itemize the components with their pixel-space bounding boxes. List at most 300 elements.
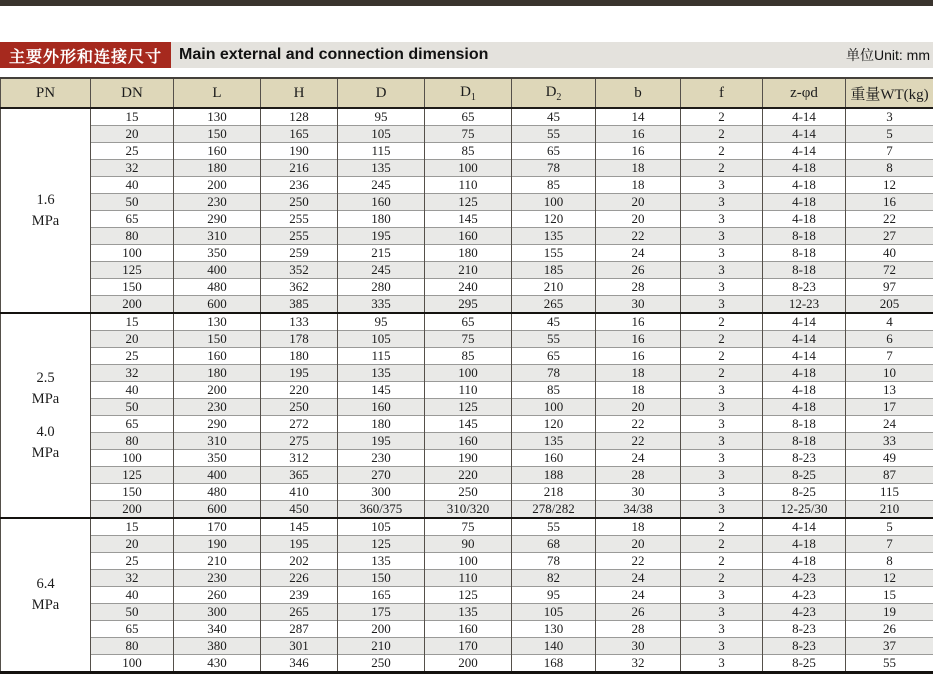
data-cell: 180: [338, 211, 425, 228]
data-cell: 10: [846, 365, 933, 382]
data-cell: 15: [91, 518, 174, 536]
data-cell: 15: [91, 108, 174, 126]
data-cell: 226: [261, 570, 338, 587]
data-cell: 20: [596, 536, 681, 553]
data-cell: 160: [425, 621, 512, 638]
data-cell: 130: [174, 313, 261, 331]
data-cell: 50: [91, 194, 174, 211]
data-cell: 135: [338, 553, 425, 570]
data-cell: 150: [91, 279, 174, 296]
data-cell: 4-18: [763, 177, 846, 194]
data-cell: 87: [846, 467, 933, 484]
data-cell: 16: [596, 348, 681, 365]
data-cell: 7: [846, 536, 933, 553]
data-cell: 385: [261, 296, 338, 314]
data-cell: 4-18: [763, 160, 846, 177]
data-cell: 4-18: [763, 211, 846, 228]
data-cell: 2: [681, 570, 763, 587]
data-cell: 160: [338, 194, 425, 211]
data-cell: 230: [338, 450, 425, 467]
data-cell: 3: [681, 638, 763, 655]
data-cell: 24: [596, 450, 681, 467]
data-cell: 33: [846, 433, 933, 450]
data-cell: 65: [425, 313, 512, 331]
data-cell: 178: [261, 331, 338, 348]
data-cell: 80: [91, 638, 174, 655]
data-cell: 6: [846, 331, 933, 348]
table-container: [0, 77, 933, 674]
data-cell: 310: [174, 433, 261, 450]
data-cell: 65: [91, 621, 174, 638]
pn-value: 1.6 MPa: [31, 191, 60, 229]
data-cell: 3: [681, 621, 763, 638]
data-cell: 250: [425, 484, 512, 501]
data-cell: 350: [174, 245, 261, 262]
table-row: [1, 296, 933, 314]
data-cell: 65: [91, 416, 174, 433]
data-cell: 310/320: [425, 501, 512, 519]
data-cell: 24: [596, 570, 681, 587]
data-cell: 2: [681, 126, 763, 143]
data-cell: 350: [174, 450, 261, 467]
data-cell: 95: [338, 108, 425, 126]
data-cell: 30: [596, 638, 681, 655]
data-cell: 190: [425, 450, 512, 467]
column-header-wt-kg: 重量WT(kg): [846, 78, 933, 108]
data-cell: 4-18: [763, 553, 846, 570]
data-cell: 80: [91, 228, 174, 245]
data-cell: 236: [261, 177, 338, 194]
data-cell: 100: [425, 160, 512, 177]
data-cell: 115: [846, 484, 933, 501]
column-header-d2: $D_2$: [512, 78, 596, 108]
data-cell: 410: [261, 484, 338, 501]
table-row: [1, 570, 933, 587]
table-row: [1, 108, 933, 126]
data-cell: 2: [681, 331, 763, 348]
top-accent-bar: [0, 0, 933, 6]
data-cell: 40: [91, 382, 174, 399]
data-cell: 5: [846, 518, 933, 536]
data-cell: 8-23: [763, 450, 846, 467]
data-cell: 100: [512, 194, 596, 211]
data-cell: 125: [338, 536, 425, 553]
data-cell: 25: [91, 143, 174, 160]
data-cell: 4-14: [763, 126, 846, 143]
data-cell: 22: [596, 433, 681, 450]
data-cell: 150: [174, 331, 261, 348]
data-cell: 100: [91, 245, 174, 262]
table-row: [1, 177, 933, 194]
table-row: [1, 638, 933, 655]
data-cell: 12-25/30: [763, 501, 846, 519]
data-cell: 3: [681, 245, 763, 262]
data-cell: 4-18: [763, 365, 846, 382]
data-cell: 25: [91, 553, 174, 570]
data-cell: 16: [596, 126, 681, 143]
data-cell: 430: [174, 655, 261, 673]
data-cell: 16: [596, 331, 681, 348]
data-cell: 230: [174, 570, 261, 587]
data-cell: 215: [338, 245, 425, 262]
data-cell: 32: [91, 160, 174, 177]
data-cell: 239: [261, 587, 338, 604]
data-cell: 180: [261, 348, 338, 365]
data-cell: 2: [681, 518, 763, 536]
table-row: [1, 467, 933, 484]
data-cell: 150: [338, 570, 425, 587]
data-cell: 8: [846, 160, 933, 177]
data-cell: 105: [338, 126, 425, 143]
data-cell: 17: [846, 399, 933, 416]
pn-group-cell: [1, 313, 91, 518]
table-row: [1, 655, 933, 673]
data-cell: 145: [425, 416, 512, 433]
data-cell: 140: [512, 638, 596, 655]
data-cell: 8-25: [763, 655, 846, 673]
data-cell: 7: [846, 143, 933, 160]
column-header-d: D: [338, 78, 425, 108]
data-cell: 4: [846, 313, 933, 331]
table-header: [1, 78, 933, 108]
data-cell: 80: [91, 433, 174, 450]
data-cell: 160: [338, 399, 425, 416]
data-cell: 4-14: [763, 518, 846, 536]
data-cell: 3: [681, 416, 763, 433]
data-cell: 82: [512, 570, 596, 587]
data-cell: 3: [681, 177, 763, 194]
data-cell: 22: [846, 211, 933, 228]
data-cell: 65: [425, 108, 512, 126]
data-cell: 210: [846, 501, 933, 519]
data-cell: 20: [91, 536, 174, 553]
data-cell: 2: [681, 536, 763, 553]
table-row: [1, 621, 933, 638]
table-row: [1, 194, 933, 211]
data-cell: 20: [91, 126, 174, 143]
data-cell: 4-23: [763, 570, 846, 587]
data-cell: 202: [261, 553, 338, 570]
data-cell: 7: [846, 348, 933, 365]
data-cell: 75: [425, 126, 512, 143]
data-cell: 210: [338, 638, 425, 655]
data-cell: 55: [512, 331, 596, 348]
data-cell: 8-18: [763, 433, 846, 450]
pn-group-cell: [1, 518, 91, 673]
table-row: [1, 348, 933, 365]
data-cell: 85: [512, 177, 596, 194]
data-cell: 250: [261, 399, 338, 416]
section-title-english: Main external and connection dimension: [179, 46, 489, 63]
data-cell: 362: [261, 279, 338, 296]
data-cell: 26: [596, 262, 681, 279]
data-cell: 85: [425, 348, 512, 365]
data-cell: 220: [261, 382, 338, 399]
data-cell: 301: [261, 638, 338, 655]
data-cell: 40: [91, 587, 174, 604]
data-cell: 55: [512, 518, 596, 536]
data-cell: 3: [681, 655, 763, 673]
data-cell: 3: [681, 296, 763, 314]
data-cell: 155: [512, 245, 596, 262]
data-cell: 12-23: [763, 296, 846, 314]
data-cell: 97: [846, 279, 933, 296]
data-cell: 75: [425, 518, 512, 536]
data-cell: 37: [846, 638, 933, 655]
data-cell: 125: [91, 262, 174, 279]
table-row: [1, 126, 933, 143]
column-header-d1: $D_1$: [425, 78, 512, 108]
data-cell: 3: [681, 604, 763, 621]
data-cell: 346: [261, 655, 338, 673]
data-cell: 365: [261, 467, 338, 484]
data-cell: 295: [425, 296, 512, 314]
data-cell: 255: [261, 211, 338, 228]
header-row: [1, 78, 933, 108]
data-cell: 290: [174, 416, 261, 433]
pn-value: 2.5 MPa: [31, 369, 60, 407]
data-cell: 280: [338, 279, 425, 296]
data-cell: 40: [91, 177, 174, 194]
data-cell: 90: [425, 536, 512, 553]
data-cell: 300: [338, 484, 425, 501]
data-cell: 290: [174, 211, 261, 228]
data-cell: 165: [338, 587, 425, 604]
data-cell: 4-14: [763, 108, 846, 126]
data-cell: 95: [512, 587, 596, 604]
table-row: [1, 518, 933, 536]
data-cell: 50: [91, 399, 174, 416]
data-cell: 28: [596, 621, 681, 638]
data-cell: 210: [512, 279, 596, 296]
data-cell: 278/282: [512, 501, 596, 519]
data-cell: 20: [596, 194, 681, 211]
data-cell: 14: [596, 108, 681, 126]
data-cell: 120: [512, 416, 596, 433]
table-row: [1, 416, 933, 433]
data-cell: 68: [512, 536, 596, 553]
data-cell: 352: [261, 262, 338, 279]
data-cell: 175: [338, 604, 425, 621]
data-cell: 45: [512, 313, 596, 331]
data-cell: 170: [174, 518, 261, 536]
data-cell: 8-18: [763, 262, 846, 279]
data-cell: 300: [174, 604, 261, 621]
data-cell: 22: [596, 553, 681, 570]
data-cell: 110: [425, 570, 512, 587]
data-cell: 18: [596, 382, 681, 399]
column-header-pn: PN: [1, 78, 91, 108]
data-cell: 145: [338, 382, 425, 399]
data-cell: 160: [174, 143, 261, 160]
data-cell: 265: [512, 296, 596, 314]
data-cell: 380: [174, 638, 261, 655]
data-cell: 4-18: [763, 194, 846, 211]
data-cell: 190: [261, 143, 338, 160]
data-cell: 160: [425, 433, 512, 450]
data-cell: 128: [261, 108, 338, 126]
table-row: [1, 365, 933, 382]
data-cell: 125: [425, 587, 512, 604]
data-cell: 20: [596, 399, 681, 416]
table-row: [1, 279, 933, 296]
data-cell: 30: [596, 296, 681, 314]
data-cell: 24: [846, 416, 933, 433]
data-cell: 32: [596, 655, 681, 673]
data-cell: 287: [261, 621, 338, 638]
pn-value: 6.4 MPa: [31, 576, 60, 613]
data-cell: 180: [174, 365, 261, 382]
data-cell: 8-23: [763, 638, 846, 655]
table-row: [1, 553, 933, 570]
data-cell: 26: [596, 604, 681, 621]
data-cell: 20: [91, 331, 174, 348]
data-cell: 133: [261, 313, 338, 331]
data-cell: 190: [174, 536, 261, 553]
data-cell: 240: [425, 279, 512, 296]
unit-label: 单位Unit: mm: [846, 47, 930, 63]
data-cell: 4-23: [763, 587, 846, 604]
data-cell: 32: [91, 570, 174, 587]
data-cell: 4-14: [763, 331, 846, 348]
data-cell: 250: [261, 194, 338, 211]
data-cell: 8-25: [763, 484, 846, 501]
data-cell: 4-18: [763, 399, 846, 416]
column-header-z-d: z-φd: [763, 78, 846, 108]
data-cell: 28: [596, 279, 681, 296]
data-cell: 3: [681, 587, 763, 604]
column-header-l: L: [174, 78, 261, 108]
data-cell: 110: [425, 177, 512, 194]
table-row: [1, 143, 933, 160]
data-cell: 200: [91, 296, 174, 314]
table-row: [1, 536, 933, 553]
pn-value: 4.0 MPa: [31, 423, 60, 461]
data-cell: 130: [174, 108, 261, 126]
data-cell: 18: [596, 177, 681, 194]
data-cell: 18: [596, 160, 681, 177]
data-cell: 16: [596, 143, 681, 160]
data-cell: 45: [512, 108, 596, 126]
data-cell: 20: [596, 211, 681, 228]
data-cell: 135: [512, 228, 596, 245]
data-cell: 115: [338, 143, 425, 160]
data-cell: 3: [681, 450, 763, 467]
data-cell: 30: [596, 484, 681, 501]
data-cell: 100: [425, 553, 512, 570]
column-header-f: f: [681, 78, 763, 108]
data-cell: 2: [681, 365, 763, 382]
data-cell: 135: [425, 604, 512, 621]
data-cell: 50: [91, 604, 174, 621]
data-cell: 145: [425, 211, 512, 228]
data-cell: 78: [512, 160, 596, 177]
data-cell: 200: [174, 382, 261, 399]
data-cell: 8-25: [763, 467, 846, 484]
data-cell: 210: [425, 262, 512, 279]
dimension-table: [0, 77, 933, 674]
data-cell: 26: [846, 621, 933, 638]
data-cell: 218: [512, 484, 596, 501]
data-cell: 335: [338, 296, 425, 314]
data-cell: 4-14: [763, 348, 846, 365]
data-cell: 165: [261, 126, 338, 143]
table-row: [1, 399, 933, 416]
data-cell: 3: [681, 467, 763, 484]
data-cell: 2: [681, 108, 763, 126]
data-cell: 195: [338, 228, 425, 245]
data-cell: 4-14: [763, 143, 846, 160]
data-cell: 78: [512, 553, 596, 570]
data-cell: 85: [512, 382, 596, 399]
data-cell: 205: [846, 296, 933, 314]
data-cell: 4-18: [763, 536, 846, 553]
data-cell: 27: [846, 228, 933, 245]
data-cell: 16: [846, 194, 933, 211]
data-cell: 180: [338, 416, 425, 433]
data-cell: 4-18: [763, 382, 846, 399]
data-cell: 216: [261, 160, 338, 177]
data-cell: 3: [681, 228, 763, 245]
data-cell: 135: [512, 433, 596, 450]
data-cell: 480: [174, 279, 261, 296]
data-cell: 105: [338, 331, 425, 348]
data-cell: 250: [338, 655, 425, 673]
data-cell: 195: [261, 365, 338, 382]
data-cell: 195: [261, 536, 338, 553]
data-cell: 8-23: [763, 279, 846, 296]
data-cell: 8: [846, 553, 933, 570]
data-cell: 125: [91, 467, 174, 484]
data-cell: 100: [425, 365, 512, 382]
data-cell: 13: [846, 382, 933, 399]
table-row: [1, 433, 933, 450]
table-row: [1, 501, 933, 519]
data-cell: 160: [425, 228, 512, 245]
data-cell: 105: [338, 518, 425, 536]
data-cell: 40: [846, 245, 933, 262]
table-row: [1, 587, 933, 604]
data-cell: 400: [174, 467, 261, 484]
data-cell: 260: [174, 587, 261, 604]
column-header-b: b: [596, 78, 681, 108]
data-cell: 310: [174, 228, 261, 245]
data-cell: 72: [846, 262, 933, 279]
data-cell: 4-23: [763, 604, 846, 621]
data-cell: 255: [261, 228, 338, 245]
data-cell: 2: [681, 553, 763, 570]
data-cell: 195: [338, 433, 425, 450]
data-cell: 245: [338, 177, 425, 194]
table-row: [1, 484, 933, 501]
data-cell: 600: [174, 501, 261, 519]
data-cell: 12: [846, 570, 933, 587]
column-header-dn: DN: [91, 78, 174, 108]
data-cell: 110: [425, 382, 512, 399]
table-row: [1, 331, 933, 348]
data-cell: 185: [512, 262, 596, 279]
data-cell: 24: [596, 245, 681, 262]
data-cell: 135: [338, 160, 425, 177]
data-cell: 270: [338, 467, 425, 484]
data-cell: 360/375: [338, 501, 425, 519]
data-cell: 160: [174, 348, 261, 365]
data-cell: 115: [338, 348, 425, 365]
data-cell: 450: [261, 501, 338, 519]
data-cell: 100: [91, 655, 174, 673]
data-cell: 2: [681, 348, 763, 365]
data-cell: 145: [261, 518, 338, 536]
